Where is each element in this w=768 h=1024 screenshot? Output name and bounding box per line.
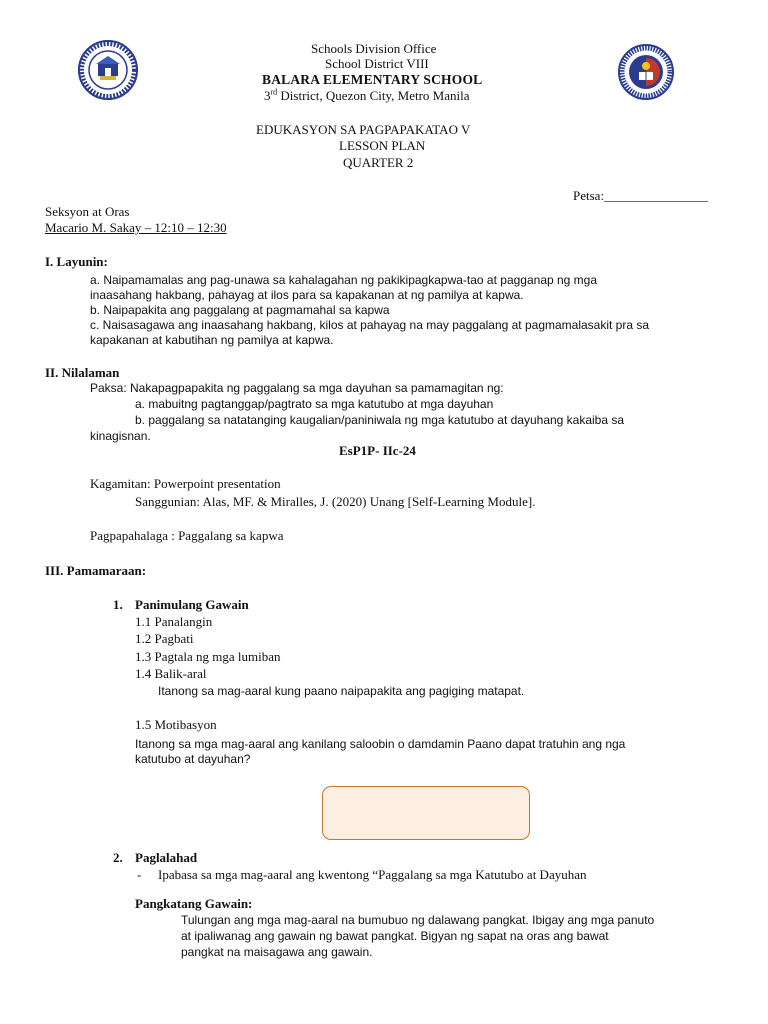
section2-bullet: -	[137, 867, 142, 882]
layunin-a-line1: a. Naipamamalas ang pag-unawa sa kahalagahan ng pakikipagkapwa-tao at pagganap ng mga	[90, 273, 598, 287]
item-balik-aral: 1.4 Balik-aral	[135, 666, 207, 681]
kagamitan-line: Kagamitan: Powerpoint presentation	[90, 476, 281, 491]
section2-text: Ipabasa sa mga mag-aaral ang kwentong “Paggalang sa mga Katutubo at Dayuhan	[158, 867, 587, 882]
deped-seal-logo	[618, 44, 674, 100]
section2-number: 2.	[113, 850, 123, 865]
pangkatang-line2: at ipaliwanag ang gawain ng bawat pangkat. Bigyan ng sapat na oras ang bawat	[181, 929, 609, 943]
school-seal-logo	[78, 40, 138, 100]
address-ordinal: 3	[264, 88, 271, 103]
competency-code: EsP1P- IIc-24	[339, 443, 416, 458]
layunin-c-line1: c. Naisasagawa ang inaasahang hakbang, kilos at pahayag na may paggalang at pagmamalasakit pra sa	[90, 318, 650, 332]
paksa-line: Paksa: Nakapagpapakita ng paggalang sa mga dayuhan sa pamamagitan ng:	[90, 381, 504, 395]
pangkatang-line3: pangkat na maisagawa ang gawain.	[181, 945, 373, 959]
motibasyon-text-line2: katutubo at dayuhan?	[135, 752, 251, 766]
layunin-a-line2: inaasahang hakbang, pahayag at ilos para sa kapakanan at ng pamilya at kapwa.	[90, 288, 524, 302]
pamamaraan-heading: III. Pamamaraan:	[45, 563, 147, 578]
seksyon-value: Macario M. Sakay – 12:10 – 12:30	[45, 220, 227, 235]
doc-title: LESSON PLAN	[339, 138, 426, 153]
item-panalangin: 1.1 Panalangin	[135, 614, 213, 629]
item-pagtala: 1.3 Pagtala ng mga lumiban	[135, 649, 281, 664]
seksyon-label: Seksyon at Oras	[45, 204, 130, 219]
pangkatang-gawain-title: Pangkatang Gawain:	[135, 896, 253, 911]
layunin-heading: I. Layunin:	[45, 254, 108, 269]
address-rest: District, Quezon City, Metro Manila	[277, 88, 470, 103]
pangkatang-line1: Tulungan ang mga mag-aaral na bumubuo ng dalawang pangkat. Ibigay ang mga panuto	[181, 913, 655, 927]
section2-title: Paglalahad	[135, 850, 198, 865]
motibasyon-text-line1: Itanong sa mga mag-aaral ang kanilang saloobin o damdamin Paano dapat tratuhin ang nga	[135, 737, 626, 751]
layunin-b: b. Naipapakita ang paggalang at pagmamahal sa kapwa	[90, 303, 390, 317]
section1-number: 1.	[113, 597, 123, 612]
layunin-c-line2: kapakanan at kabutihan ng pamilya at kapwa.	[90, 333, 334, 347]
paksa-b-line2: kinagisnan.	[90, 429, 151, 443]
item-motibasyon: 1.5 Motibasyon	[135, 717, 217, 732]
section1-title: Panimulang Gawain	[135, 597, 249, 612]
header-address	[264, 88, 470, 103]
header-district: School District VIII	[325, 56, 429, 71]
quarter-title: QUARTER 2	[343, 155, 414, 170]
balik-aral-text: Itanong sa mag-aaral kung paano naipapakita ang pagiging matapat.	[158, 684, 525, 698]
sanggunian-line: Sanggunian: Alas, MF. & Miralles, J. (2020) Unang [Self-Learning Module].	[135, 494, 536, 509]
subject-title: EDUKASYON SA PAGPAPAKATAO V	[256, 122, 471, 137]
item-pagbati: 1.2 Pagbati	[135, 631, 194, 646]
petsa-field: Petsa:________________	[573, 188, 709, 203]
paksa-b-line1: b. paggalang sa natatanging kaugalian/paniniwala ng mga katutubo at dayuhang kakaiba sa	[135, 413, 625, 427]
header-school: BALARA ELEMENTARY SCHOOL	[262, 72, 483, 87]
blank-rounded-box	[322, 786, 530, 840]
header-office: Schools Division Office	[311, 41, 437, 56]
address-ordinal-suffix: rd	[270, 87, 278, 97]
paksa-a: a. mabuitng pagtanggap/pagtrato sa mga katutubo at mga dayuhan	[135, 397, 494, 411]
pagpapahalaga-line: Pagpapahalaga : Paggalang sa kapwa	[90, 528, 284, 543]
nilalaman-heading: II. Nilalaman	[45, 365, 120, 380]
